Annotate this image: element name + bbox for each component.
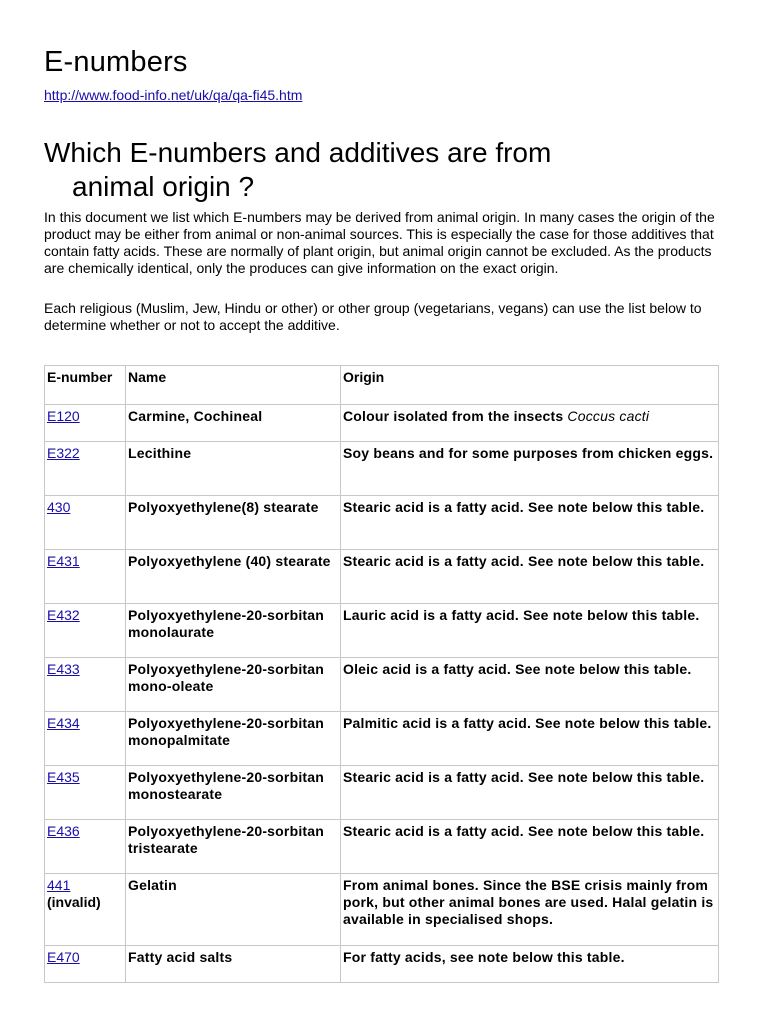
additive-name-cell: Polyoxyethylene-20-sorbitan monostearate bbox=[126, 766, 341, 820]
origin-cell bbox=[341, 946, 719, 983]
origin-cell bbox=[341, 405, 719, 442]
e-number-cell bbox=[45, 604, 126, 658]
origin-cell bbox=[341, 820, 719, 874]
e-number-link[interactable]: 441 bbox=[47, 877, 71, 893]
table-body bbox=[45, 405, 719, 983]
origin-text: Stearic acid is a fatty acid. See note below this table. bbox=[343, 499, 705, 515]
table-row bbox=[45, 604, 719, 658]
additive-name-cell: Gelatin bbox=[126, 874, 341, 946]
heading-line-2: animal origin ? bbox=[72, 171, 255, 202]
origin-text: From animal bones. Since the BSE crisis mainly from pork, but other animal bones are used. Halal gelatin is available in specialised shops. bbox=[343, 877, 714, 927]
origin-text: Stearic acid is a fatty acid. See note below this table. bbox=[343, 823, 705, 839]
heading-line-1: Which E-numbers and additives are from bbox=[44, 137, 552, 168]
e-number-cell bbox=[45, 550, 126, 604]
additive-name-cell: Polyoxyethylene(8) stearate bbox=[126, 496, 341, 550]
origin-cell bbox=[341, 604, 719, 658]
e-number-cell bbox=[45, 874, 126, 946]
e-number-link[interactable]: E470 bbox=[47, 949, 80, 965]
table-row bbox=[45, 405, 719, 442]
additive-name-cell: Carmine, Cochineal bbox=[126, 405, 341, 442]
table-row bbox=[45, 442, 719, 496]
additive-name-cell: Lecithine bbox=[126, 442, 341, 496]
origin-text: Lauric acid is a fatty acid. See note below this table. bbox=[343, 607, 700, 623]
origin-text: Stearic acid is a fatty acid. See note below this table. bbox=[343, 553, 705, 569]
table-row bbox=[45, 550, 719, 604]
table-row bbox=[45, 766, 719, 820]
origin-text: Stearic acid is a fatty acid. See note below this table. bbox=[343, 769, 705, 785]
header-name: Name bbox=[126, 366, 341, 405]
e-number-cell bbox=[45, 766, 126, 820]
e-number-cell bbox=[45, 712, 126, 766]
e-number-cell bbox=[45, 658, 126, 712]
origin-text: Soy beans and for some purposes from chicken eggs. bbox=[343, 445, 714, 461]
origin-cell bbox=[341, 496, 719, 550]
e-number-link[interactable]: 430 bbox=[47, 499, 71, 515]
e-number-link[interactable]: E322 bbox=[47, 445, 80, 461]
additive-name-cell: Polyoxyethylene-20-sorbitan monopalmitate bbox=[126, 712, 341, 766]
header-origin: Origin bbox=[341, 366, 719, 405]
header-e-number: E-number bbox=[45, 366, 126, 405]
additive-name-cell: Polyoxyethylene-20-sorbitan monolaurate bbox=[126, 604, 341, 658]
document-title: E-numbers bbox=[44, 46, 188, 78]
additives-table bbox=[44, 365, 719, 983]
e-number-link[interactable]: E436 bbox=[47, 823, 80, 839]
e-number-note: (invalid) bbox=[47, 894, 101, 910]
usage-paragraph: Each religious (Muslim, Jew, Hindu or other) or other group (vegetarians, vegans) can use the list below to determine whether or not to accept the additive. bbox=[44, 300, 702, 333]
e-number-cell bbox=[45, 946, 126, 983]
origin-species: Coccus cacti bbox=[567, 408, 650, 424]
section-heading bbox=[44, 136, 724, 204]
additive-name-cell: Fatty acid salts bbox=[126, 946, 341, 983]
table-row bbox=[45, 820, 719, 874]
origin-cell bbox=[341, 550, 719, 604]
table-row bbox=[45, 946, 719, 983]
table-row bbox=[45, 712, 719, 766]
origin-text: For fatty acids, see note below this table. bbox=[343, 949, 625, 965]
origin-cell bbox=[341, 766, 719, 820]
e-number-link[interactable]: E433 bbox=[47, 661, 80, 677]
intro-paragraph: In this document we list which E-numbers may be derived from animal origin. In many cases the origin of the product may be either from animal or non-animal sources. This is especially the case for those additives that contain fatty acids. These are normally of plant origin, but animal origin cannot be excluded. As the products are chemically identical, only the produces can give information on the exact origin. bbox=[44, 209, 715, 276]
origin-text: Oleic acid is a fatty acid. See note below this table. bbox=[343, 661, 692, 677]
additive-name-cell: Polyoxyethylene-20-sorbitan tristearate bbox=[126, 820, 341, 874]
table-row bbox=[45, 874, 719, 946]
e-number-cell bbox=[45, 405, 126, 442]
origin-text: Colour isolated from the insects bbox=[343, 408, 568, 424]
additive-name-cell: Polyoxyethylene-20-sorbitan mono-oleate bbox=[126, 658, 341, 712]
e-number-link[interactable]: E435 bbox=[47, 769, 80, 785]
origin-cell bbox=[341, 712, 719, 766]
table-row bbox=[45, 496, 719, 550]
table-header-row bbox=[45, 366, 719, 405]
origin-cell bbox=[341, 442, 719, 496]
e-number-link[interactable]: E120 bbox=[47, 408, 80, 424]
e-number-link[interactable]: E432 bbox=[47, 607, 80, 623]
table-row bbox=[45, 658, 719, 712]
e-number-cell bbox=[45, 820, 126, 874]
e-number-link[interactable]: E431 bbox=[47, 553, 80, 569]
e-number-link[interactable]: E434 bbox=[47, 715, 80, 731]
e-number-cell bbox=[45, 496, 126, 550]
origin-text: Palmitic acid is a fatty acid. See note below this table. bbox=[343, 715, 712, 731]
additive-name-cell: Polyoxyethylene (40) stearate bbox=[126, 550, 341, 604]
source-url-link[interactable]: http://www.food-info.net/uk/qa/qa-fi45.htm bbox=[44, 87, 303, 103]
e-number-cell bbox=[45, 442, 126, 496]
origin-cell bbox=[341, 874, 719, 946]
origin-cell bbox=[341, 658, 719, 712]
